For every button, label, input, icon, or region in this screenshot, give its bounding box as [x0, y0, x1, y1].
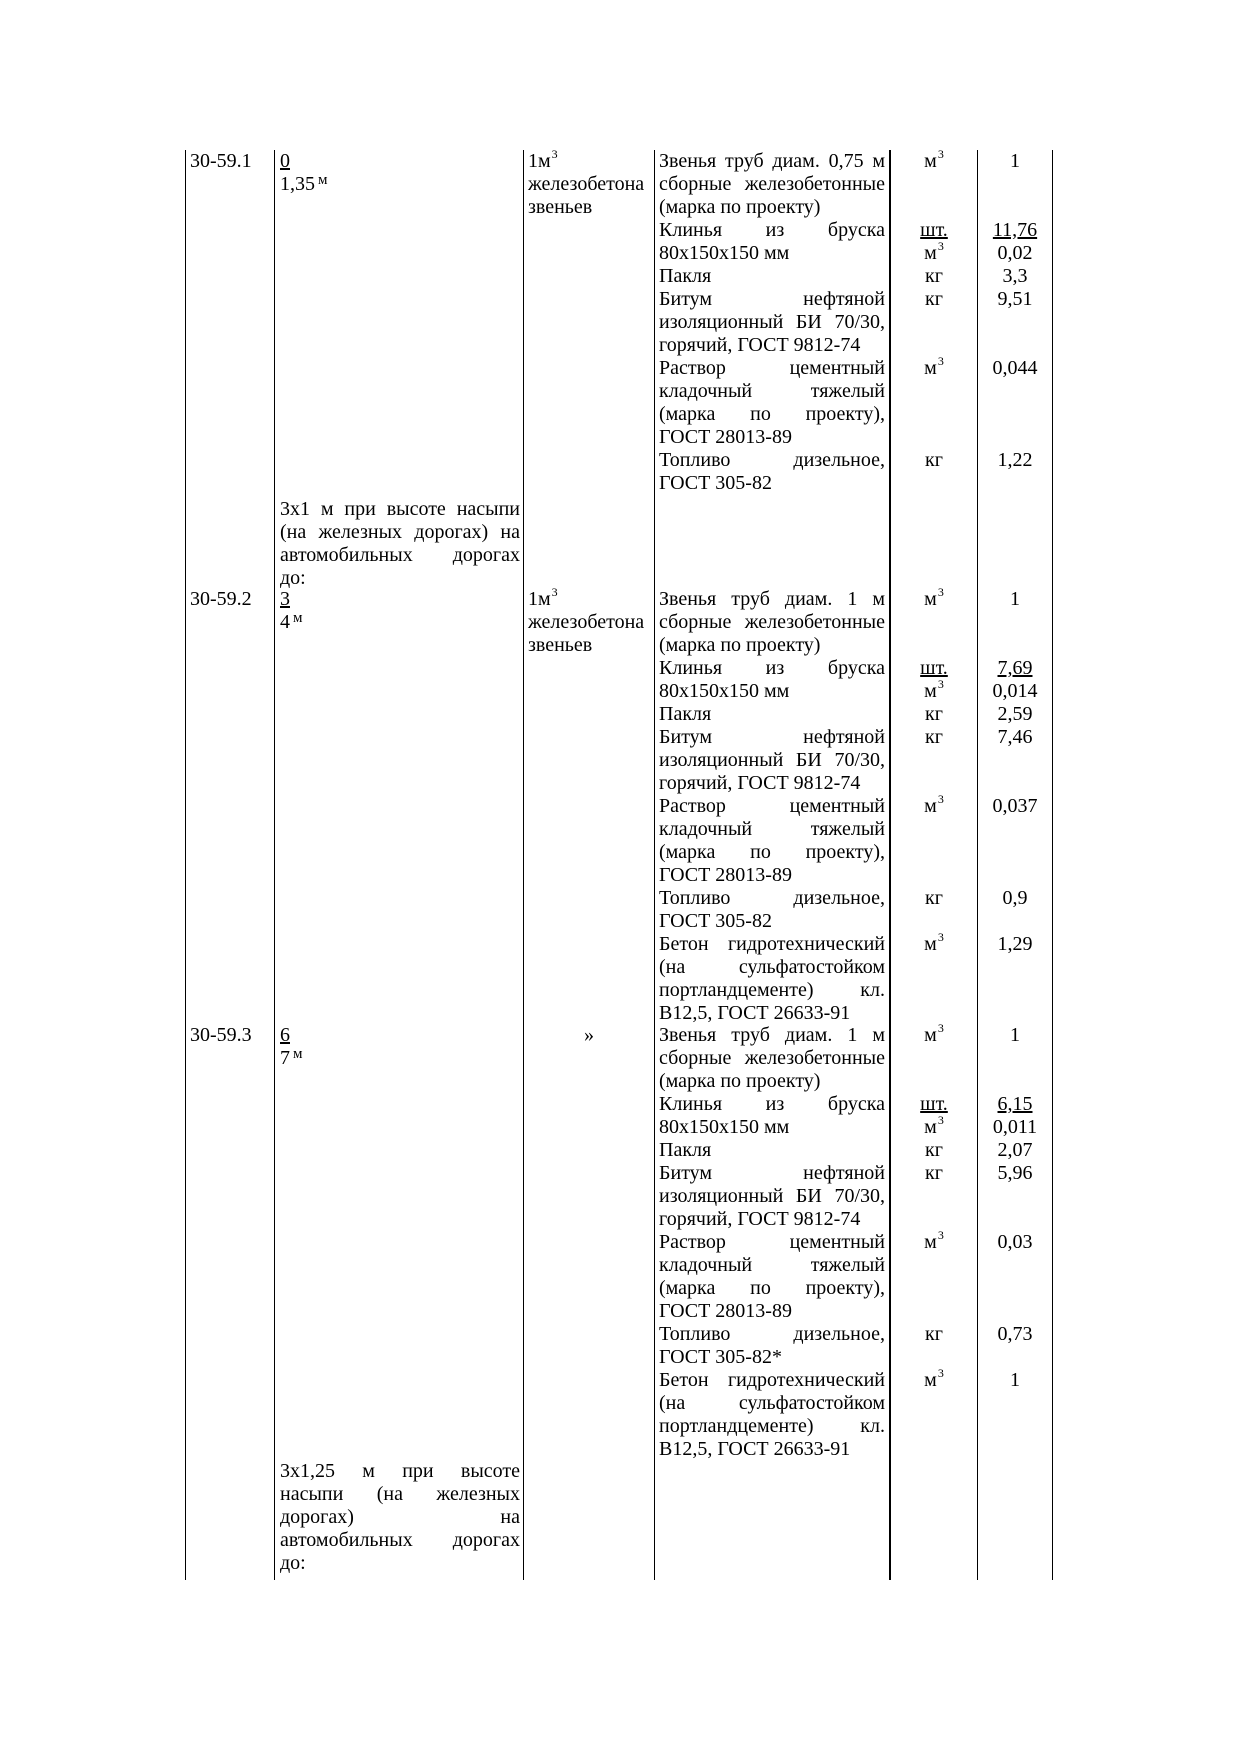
resource-name: кладочный тяжелый [659, 818, 885, 840]
resource-unit [895, 239, 973, 267]
unit-text: м [924, 1024, 937, 1046]
meter-line [528, 150, 650, 175]
resource-name: Битум нефтяной [659, 288, 885, 310]
resource-quantity: 2,59 [997, 703, 1033, 725]
height-unit: м [318, 172, 328, 188]
height-from: 0 [280, 150, 290, 172]
resource-unit [895, 1113, 973, 1141]
resource-unit [895, 288, 973, 311]
unit-superscript: 3 [937, 1366, 944, 1380]
resource-unit [895, 930, 973, 958]
resource-name: Бетон гидротехнический [659, 1369, 885, 1391]
resource-quantity: 3,3 [1002, 265, 1028, 287]
resource-name: (на сульфатостойком [659, 1392, 885, 1414]
item-code: 30-59.2 [190, 588, 252, 610]
height-from: 6 [280, 1024, 290, 1046]
resource-name: Звенья труб диам. 1 м [659, 1024, 885, 1046]
unit-superscript: 3 [937, 792, 944, 806]
resource-name: Пакля [659, 265, 712, 287]
resource-name: сборные железобетонные [659, 1047, 885, 1069]
resource-unit [895, 1366, 973, 1394]
meter-number: 1 [528, 150, 538, 172]
resource-unit [895, 703, 973, 726]
resource-name: Бетон гидротехнический [659, 933, 885, 955]
unit-text: кг [925, 726, 943, 748]
resource-name: Клинья из бруска [659, 219, 885, 241]
resource-unit [895, 887, 973, 910]
column-border [523, 150, 524, 1580]
resource-name: горячий, ГОСТ 9812-74 [659, 334, 861, 356]
resource-quantity: 0,73 [997, 1323, 1033, 1345]
unit-text: м [924, 242, 937, 264]
resource-name: 80x150x150 мм [659, 680, 790, 702]
resource-name: портландцементе) кл. [659, 979, 885, 1001]
resource-name: кладочный тяжелый [659, 380, 885, 402]
resource-quantity: 0,02 [997, 242, 1033, 264]
resource-quantity: 9,51 [997, 288, 1033, 310]
resource-quantity: 2,07 [997, 1139, 1033, 1161]
resource-name: ГОСТ 28013-89 [659, 426, 792, 448]
resource-quantity: 0,03 [997, 1231, 1033, 1253]
section-heading: до: [280, 1552, 306, 1574]
resource-name: ГОСТ 305-82 [659, 910, 772, 932]
resource-quantity: 7,69 [997, 657, 1033, 679]
height-to [280, 611, 303, 636]
resource-name: Пакля [659, 1139, 712, 1161]
resource-name: Раствор цементный [659, 795, 885, 817]
unit-text: кг [925, 1139, 943, 1161]
resource-quantity: 5,96 [997, 1162, 1033, 1184]
unit-text: м [924, 1231, 937, 1253]
unit-superscript: 3 [937, 1021, 944, 1035]
height-unit: м [293, 1046, 303, 1062]
resource-name: изоляционный БИ 70/30, [659, 1185, 885, 1207]
meter-ditto: » [584, 1024, 594, 1046]
resource-unit [895, 726, 973, 749]
unit-text: м [924, 680, 937, 702]
resource-unit [895, 657, 973, 680]
resource-name: Пакля [659, 703, 712, 725]
resource-name: (марка по проекту) [659, 1070, 821, 1092]
resource-unit [895, 792, 973, 820]
resource-name: Раствор цементный [659, 1231, 885, 1253]
resource-name: ГОСТ 28013-89 [659, 1300, 792, 1322]
resource-name: Битум нефтяной [659, 1162, 885, 1184]
resource-name: Звенья труб диам. 1 м [659, 588, 885, 610]
height-from: 3 [280, 588, 290, 610]
resource-name: ГОСТ 305-82 [659, 472, 772, 494]
unit-superscript: 3 [937, 1113, 944, 1127]
section-heading: (на железных дорогах) на [280, 521, 520, 543]
resource-name: (марка по проекту), [659, 1277, 885, 1299]
resource-name: Клинья из бруска [659, 1093, 885, 1115]
column-border [185, 150, 186, 1580]
resource-name: (марка по проекту), [659, 841, 885, 863]
meter-unit-superscript: 3 [551, 588, 558, 599]
section-heading: 3x1 м при высоте насыпи [280, 498, 520, 520]
resource-unit [895, 1093, 973, 1116]
resource-name: портландцементе) кл. [659, 1415, 885, 1437]
unit-superscript: 3 [937, 677, 944, 691]
resource-quantity: 1,29 [997, 933, 1033, 955]
resource-name: горячий, ГОСТ 9812-74 [659, 1208, 861, 1230]
resource-name: Раствор цементный [659, 357, 885, 379]
unit-text: кг [925, 265, 943, 287]
resource-quantity: 1 [1010, 1369, 1020, 1391]
resource-unit [895, 1323, 973, 1346]
section-heading: 3x1,25 м при высоте [280, 1460, 520, 1482]
section-heading: насыпи (на железных [280, 1483, 520, 1505]
resource-quantity: 0,014 [992, 680, 1038, 702]
resource-unit [895, 677, 973, 705]
resource-quantity: 6,15 [997, 1093, 1033, 1115]
resource-quantity: 1 [1010, 588, 1020, 610]
item-code: 30-59.3 [190, 1024, 252, 1046]
resource-quantity: 11,76 [992, 219, 1038, 241]
column-border [889, 150, 891, 1580]
meter-line: железобетона [528, 173, 645, 195]
unit-text: кг [925, 1323, 943, 1345]
section-heading: автомобильных дорогах [280, 544, 520, 566]
resource-unit [895, 265, 973, 288]
height-unit: м [293, 610, 303, 626]
unit-text: шт. [920, 219, 948, 241]
meter-line: звеньев [528, 196, 593, 218]
column-border [977, 150, 978, 1580]
resource-unit [895, 449, 973, 472]
unit-text: м [924, 933, 937, 955]
meter-line [528, 588, 650, 613]
resource-quantity: 1 [1010, 1024, 1020, 1046]
column-border [654, 150, 655, 1580]
resource-name: (марка по проекту) [659, 196, 821, 218]
unit-superscript: 3 [937, 585, 944, 599]
unit-text: кг [925, 1162, 943, 1184]
resource-name: (марка по проекту) [659, 634, 821, 656]
resource-name: Звенья труб диам. 0,75 м [659, 150, 885, 172]
resource-name: В12,5, ГОСТ 26633-91 [659, 1002, 851, 1024]
unit-text: м [924, 1369, 937, 1391]
resource-name: Топливо дизельное, [659, 449, 885, 471]
resource-quantity: 7,46 [997, 726, 1033, 748]
resource-name: 80x150x150 мм [659, 1116, 790, 1138]
section-heading: дорогах) на [280, 1506, 520, 1528]
resource-name: 80x150x150 мм [659, 242, 790, 264]
column-border [274, 150, 275, 1580]
unit-superscript: 3 [937, 147, 944, 161]
height-to-value: 4 [280, 611, 290, 633]
meter-number: 1 [528, 588, 538, 610]
unit-text: шт. [920, 657, 948, 679]
unit-superscript: 3 [937, 354, 944, 368]
resource-quantity: 0,044 [992, 357, 1038, 379]
unit-text: м [924, 1116, 937, 1138]
section-heading: до: [280, 567, 306, 589]
column-border [1052, 150, 1053, 1580]
resource-unit [895, 219, 973, 242]
resource-name: Клинья из бруска [659, 657, 885, 679]
section-heading: автомобильных дорогах [280, 1529, 520, 1551]
resource-quantity: 1,22 [997, 449, 1033, 471]
resource-name: сборные железобетонные [659, 611, 885, 633]
meter-unit-text: м [538, 150, 551, 172]
unit-text: кг [925, 449, 943, 471]
unit-text: кг [925, 887, 943, 909]
meter-unit-superscript: 3 [551, 150, 558, 161]
resource-unit [895, 147, 973, 175]
resource-name: горячий, ГОСТ 9812-74 [659, 772, 861, 794]
meter-line: звеньев [528, 634, 593, 656]
resource-name: Топливо дизельное, [659, 887, 885, 909]
resource-name: ГОСТ 28013-89 [659, 864, 792, 886]
resource-name: ГОСТ 305-82* [659, 1346, 782, 1368]
unit-text: м [924, 795, 937, 817]
unit-superscript: 3 [937, 930, 944, 944]
unit-text: м [924, 150, 937, 172]
unit-text: м [924, 588, 937, 610]
resource-name: (на сульфатостойком [659, 956, 885, 978]
unit-text: м [924, 357, 937, 379]
resource-unit [895, 1228, 973, 1256]
unit-superscript: 3 [937, 1228, 944, 1242]
meter-unit-text: м [538, 588, 551, 610]
height-to-value: 7 [280, 1047, 290, 1069]
resource-quantity: 0,037 [992, 795, 1038, 817]
meter-unit [538, 588, 558, 610]
height-to [280, 1047, 303, 1072]
unit-text: кг [925, 703, 943, 725]
resource-name: В12,5, ГОСТ 26633-91 [659, 1438, 851, 1460]
resource-quantity: 0,9 [1002, 887, 1028, 909]
resource-unit [895, 585, 973, 613]
resource-unit [895, 1021, 973, 1049]
meter-unit [538, 150, 558, 172]
resource-name: изоляционный БИ 70/30, [659, 749, 885, 771]
resource-quantity: 0,011 [992, 1116, 1038, 1138]
resource-name: сборные железобетонные [659, 173, 885, 195]
resource-unit [895, 1162, 973, 1185]
resource-name: Битум нефтяной [659, 726, 885, 748]
unit-text: кг [925, 288, 943, 310]
resource-unit [895, 1139, 973, 1162]
height-to [280, 173, 328, 198]
resource-quantity: 1 [1010, 150, 1020, 172]
meter-line: железобетона [528, 611, 645, 633]
height-to-value: 1,35 [280, 173, 315, 195]
unit-text: шт. [920, 1093, 948, 1115]
resource-name: изоляционный БИ 70/30, [659, 311, 885, 333]
resource-name: кладочный тяжелый [659, 1254, 885, 1276]
resource-name: Топливо дизельное, [659, 1323, 885, 1345]
item-code: 30-59.1 [190, 150, 252, 172]
resource-name: (марка по проекту), [659, 403, 885, 425]
resource-unit [895, 354, 973, 382]
unit-superscript: 3 [937, 239, 944, 253]
